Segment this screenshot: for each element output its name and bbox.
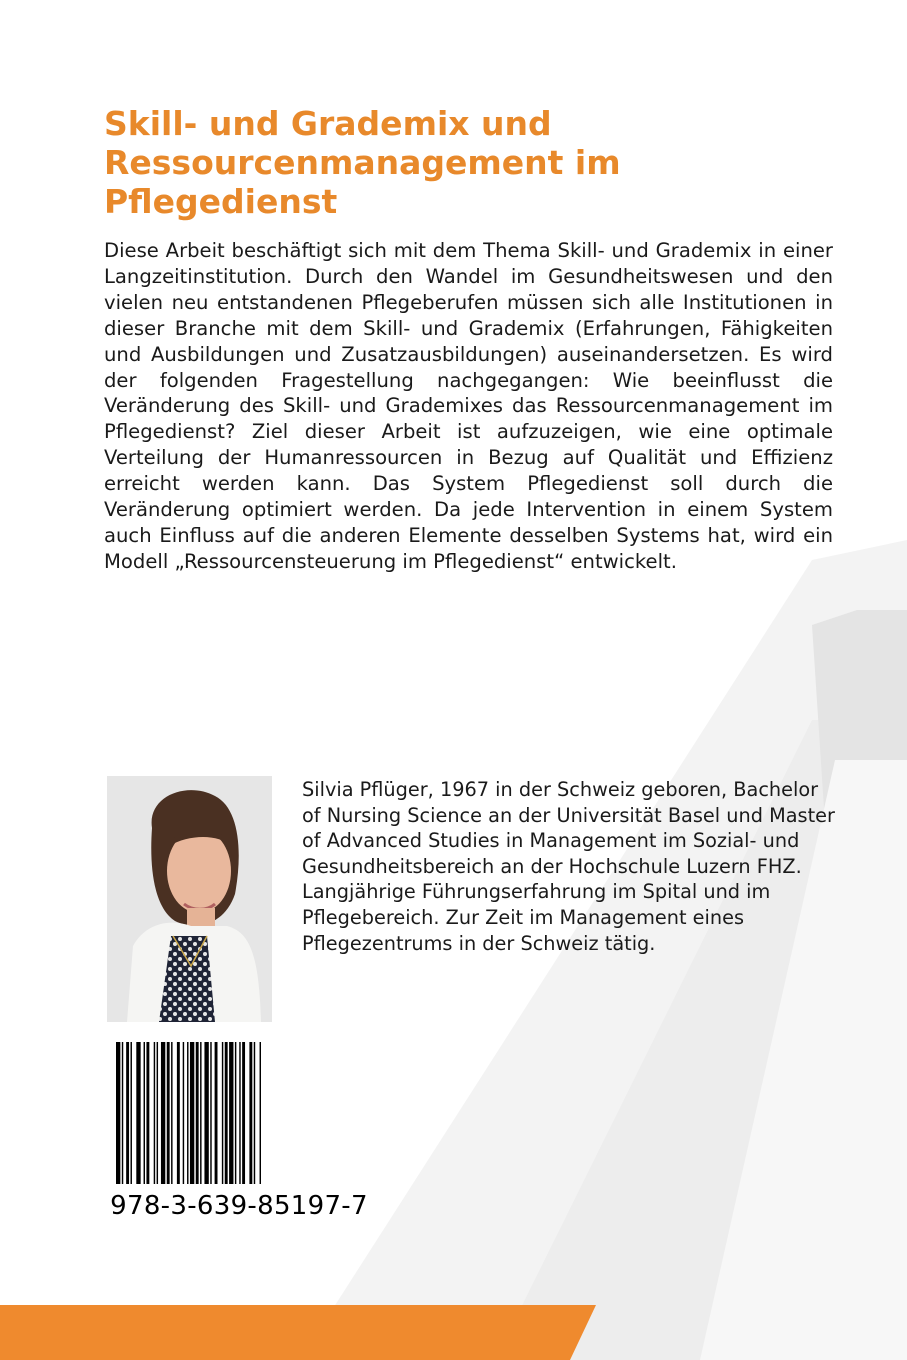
barcode [104, 1030, 374, 1225]
author-biography: Silvia Pflüger, 1967 in der Schweiz geboren, Bachelor of Nursing Science an der Universität Basel und Master of Advanced Studies in Management im Sozial- und Gesundheitsbereich an der Hochschule Luzern FHZ. Langjährige Führungserfahrung im Spital und im Pflegebereich. Zur Zeit im Management eines Pflegezentrums in der Schweiz tätig. [302, 778, 835, 955]
barcode-bar [235, 1042, 236, 1184]
barcode-bar [177, 1042, 180, 1184]
barcode-bar [204, 1042, 208, 1184]
barcode-bar [146, 1042, 149, 1184]
book-title: Skill- und Grademix und Ressourcenmanagement im Pflegedienst [104, 104, 621, 221]
barcode-bar [249, 1042, 252, 1184]
barcode-bar [167, 1042, 170, 1184]
author-photo [107, 776, 272, 1022]
barcode-bar [183, 1042, 184, 1184]
isbn-number: 978-3-639-85197-7 [110, 1191, 368, 1221]
barcode-bar [161, 1042, 165, 1184]
barcode-bar [239, 1042, 240, 1184]
barcode-bars [114, 1042, 364, 1192]
barcode-bar [136, 1042, 140, 1184]
barcode-bar [200, 1042, 201, 1184]
book-abstract: Diese Arbeit beschäftigt sich mit dem Thema Skill- und Grademix in einer Langzeitinstitution. Durch den Wandel im Gesundheitswesen und den vielen neu entstandenen Pflegeberufen müssen sich alle Institutionen in dieser Branche mit dem Skill- und Grademix (Erfahrungen, Fähigkeiten und Ausbildungen und Zusatzausbildungen) auseinandersetzen. Es wird der folgenden Fragestellung nachgegangen: Wie beeinflusst die Veränderung des Skill- und Grademixes das Ressourcenmanagement im Pflegedienst? Ziel dieser Arbeit ist aufzuzeigen, wie eine optimale Verteilung der Humanressourcen in Bezug auf Qualität und Effizienz erreicht werden kann. Das System Pflegedienst soll durch die Veränderung optimiert werden. Da jede Intervention in einem System auch Einfluss auf die anderen Elemente desselben Systems hat, wird ein Modell „Ressourcensteuerung im Pflegedienst“ entwickelt. [104, 239, 833, 573]
barcode-bar [126, 1042, 129, 1184]
footer-accent-band [0, 1305, 907, 1360]
barcode-bar [222, 1042, 223, 1184]
barcode-bar [215, 1042, 218, 1184]
barcode-bar [260, 1042, 261, 1184]
barcode-bar [229, 1042, 233, 1184]
barcode-bar [154, 1042, 155, 1184]
barcode-bar [187, 1042, 188, 1184]
barcode-bar [196, 1042, 199, 1184]
barcode-bar [225, 1042, 228, 1184]
barcode-bar [131, 1042, 132, 1184]
barcode-bar [210, 1042, 211, 1184]
barcode-bar [116, 1042, 120, 1184]
barcode-bar [254, 1042, 255, 1184]
barcode-bar [190, 1042, 194, 1184]
barcode-bar [144, 1042, 145, 1184]
barcode-bar [122, 1042, 123, 1184]
barcode-bar [242, 1042, 245, 1184]
barcode-bar [157, 1042, 158, 1184]
barcode-bar [171, 1042, 172, 1184]
